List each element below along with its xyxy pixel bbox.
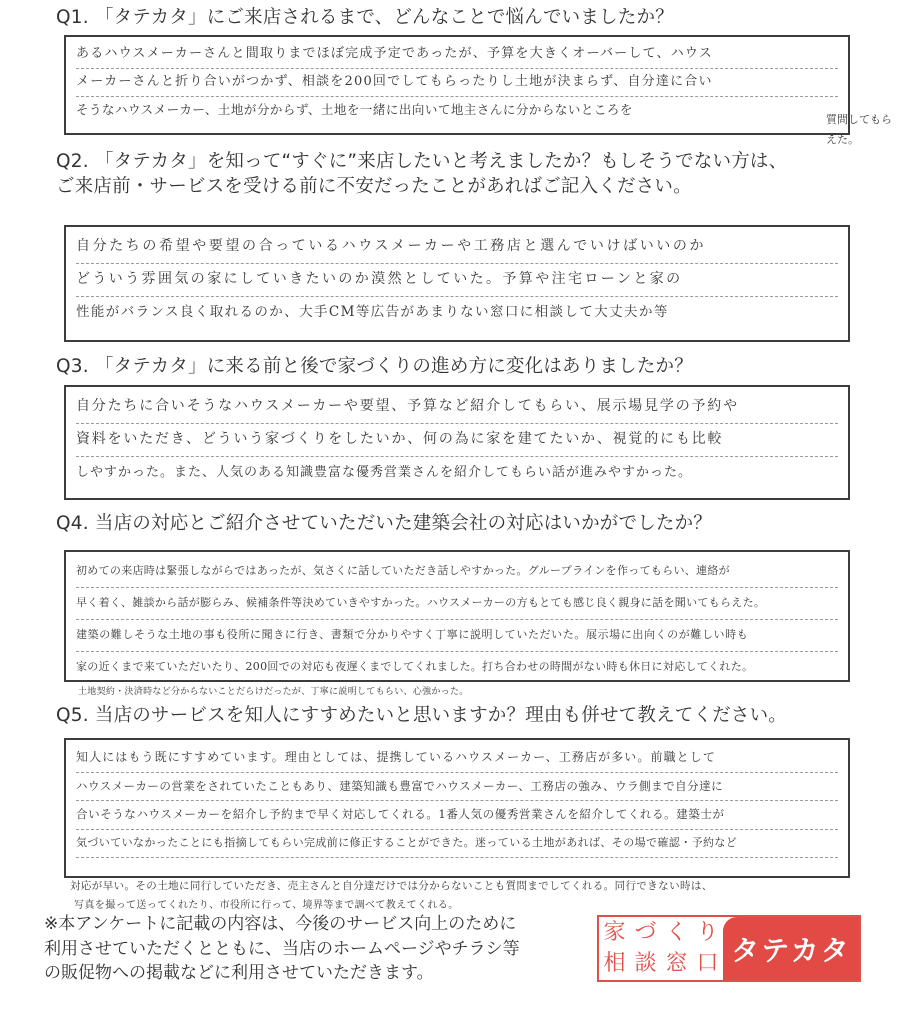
answer-5-line: 知人にはもう既にすすめています。理由としては、提携しているハウスメーカー、工務店が多い。前職として: [76, 744, 838, 773]
logo-char: 窓: [665, 951, 688, 976]
logo-char: づ: [634, 920, 657, 945]
answer-box-5: [64, 738, 850, 878]
logo-char: く: [665, 920, 688, 945]
answer-2-line: どういう雰囲気の家にしていきたいのか漠然としていた。予算や注宅ローンと家の: [76, 264, 838, 297]
logo-brand-name: タテカタ: [723, 917, 859, 980]
answer-4-line: 建築の難しそうな土地の事も役所に聞きに行き、書類で分かりやすく丁寧に説明していただいた。展示場に出向くのが難しい時も: [76, 620, 838, 652]
answer-box-1: [64, 35, 850, 135]
survey-notice: ※本アンケートに記載の内容は、今後のサービス向上のために 利用させていただくとともに、当店のホームページやチラシ等 の販促物への掲載などに利用させていただきます。: [44, 914, 520, 983]
answer-1-line: メーカーさんと折り合いがつかず、相談を200回でしてもらったりし土地が決まらず、自分達に合い: [76, 69, 838, 97]
answer-5-line: 写真を撮って送ってくれたり、市役所に行って、境界等まで調べて教えてくれる。: [74, 900, 459, 911]
logo-char: 家: [603, 920, 626, 945]
logo-char: 談: [634, 951, 657, 976]
answer-1-line: そうなハウスメーカー、土地が分からず、土地を一緒に出向いて地主さんに分からないところを: [76, 102, 633, 117]
logo-char: 口: [696, 951, 719, 976]
question-2: Q2. 「タテカタ」を知って“すぐに”来店したいと考えましたか？もしそうでない方は、 ご来店前・サービスを受ける前に不安だったことがあればご記入ください。: [56, 151, 788, 197]
logo-char: り: [696, 920, 719, 945]
question-3: Q3. 「タテカタ」に来る前と後で家づくりの進め方に変化はありましたか？: [56, 356, 693, 377]
question-4: Q4. 当店の対応とご紹介させていただいた建築会社の対応はいかがでしたか？: [56, 513, 712, 534]
question-1: Q1. 「タテカタ」にご来店されるまで、どんなことで悩んでいましたか？: [56, 7, 674, 28]
answer-1-line: あるハウスメーカーさんと間取りまでほぼ完成予定であったが、予算を大きくオーバーして、ハウス: [76, 41, 838, 69]
answer-box-4: [64, 550, 850, 682]
answer-5-line: 対応が早い。その土地に同行していただき、売主さんと自分達だけでは分からないことも質問までしてくれる。同行できない時は、: [70, 880, 713, 892]
answer-1-overflow: 質問してもらえた。: [826, 113, 892, 146]
answer-2-line: 自分たちの希望や要望の合っているハウスメーカーや工務店と選んでいけばいいのか: [76, 231, 838, 264]
question-5: Q5. 当店のサービスを知人にすすめたいと思いますか？理由も併せて教えてください。: [56, 705, 787, 726]
answer-box-2: [64, 225, 850, 342]
answer-5-line: ハウスメーカーの営業をされていたこともあり、建築知識も豊富でハウスメーカー、工務店の強み、ウラ側まで自分達に: [76, 773, 838, 802]
answer-5-line: 気づいていなかったことにも指摘してもらい完成前に修正することができた。迷っている土地があれば、その場で確認・予約など: [76, 830, 838, 859]
answer-4-line: 初めての来店時は緊張しながらではあったが、気さくに話していただき話しやすかった。グループラインを作ってもらい、連絡が: [76, 556, 838, 588]
answer-box-3: [64, 385, 850, 500]
logo-subtitle: [599, 917, 723, 980]
answer-3-line: 自分たちに合いそうなハウスメーカーや要望、予算など紹介してもらい、展示場見学の予約や: [76, 391, 838, 424]
answer-4-line: 早く着く、雑談から話が膨らみ、候補条件等決めていきやすかった。ハウスメーカーの方もとても感じ良く親身に話を聞いてもらえた。: [76, 588, 838, 620]
logo-char: 相: [603, 951, 626, 976]
answer-4-line: 家の近くまで来ていただいたり、200回での対応も夜遅くまでしてくれました。打ち合わせの時間がない時も休日に対応してくれた。: [76, 660, 754, 673]
tatekata-logo: [597, 915, 861, 982]
answer-3-line: しやすかった。また、人気のある知識豊富な優秀営業さんを紹介してもらい話が進みやすかった。: [76, 465, 693, 480]
answer-4-footnote: 土地契約・決済時など分からないことだらけだったが、丁寧に説明してもらい、心強かった。: [78, 687, 469, 697]
answer-5-line: 合いそうなハウスメーカーを紹介し予約まで早く対応してくれる。1番人気の優秀営業さんを紹介してくれる。建築士が: [76, 801, 838, 830]
answer-3-line: 資料をいただき、どういう家づくりをしたいか、何の為に家を建てたいか、視覚的にも比較: [76, 424, 838, 457]
answer-2-line: 性能がバランス良く取れるのか、大手CM等広告があまりない窓口に相談して大丈夫か等: [76, 304, 669, 320]
